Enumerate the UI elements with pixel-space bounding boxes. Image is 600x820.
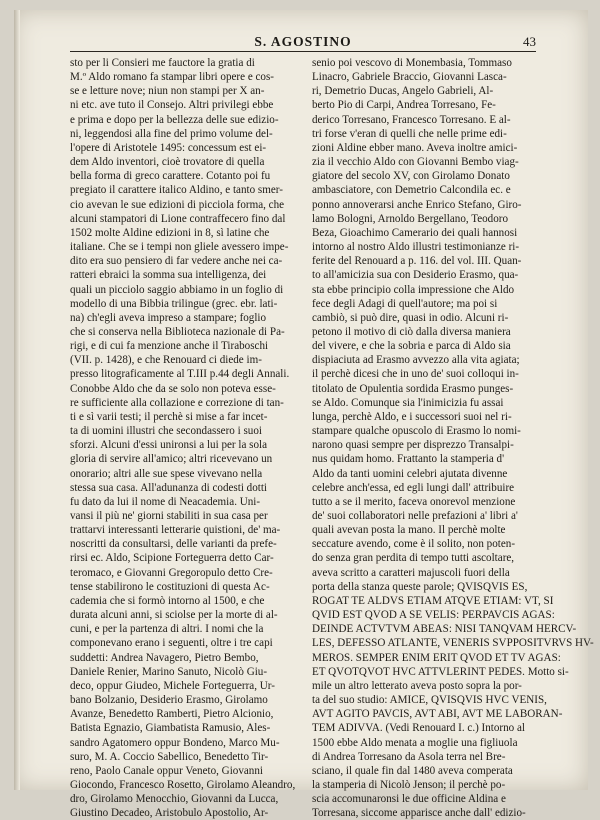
left-column xyxy=(70,56,298,820)
text-line: fece degli Adagi di quell'autore; ma poi si xyxy=(312,297,498,310)
text-line: se Aldo. Comunque sia l'inimicizia fu assai xyxy=(312,396,504,409)
text-line: (VII. p. 1428), e che Renouard ci diede im- xyxy=(70,354,262,367)
text-line: la stamperia di Nicolò Jenson; il perchè po- xyxy=(312,778,506,791)
text-line: na) ch'egli aveva impreso a stampare; foglio xyxy=(70,311,267,324)
text-line: aveva scritto a caratteri majuscoli fuori della xyxy=(312,566,510,579)
page-gutter-shadow xyxy=(14,10,20,790)
text-line: rirsi ec. Aldo, Scipione Forteguerra detto Car- xyxy=(70,552,274,565)
text-line: Linacro, Gabriele Braccio, Giovanni Lasca- xyxy=(312,71,507,84)
text-line: stampare qualche opuscolo di Erasmo lo nomi- xyxy=(312,425,521,438)
text-line: ratteri ebraici la somma sua intelligenza, dei xyxy=(70,269,267,282)
text-line: quali avevan posta la mano. Il perchè molte xyxy=(312,524,506,537)
text-line: Giustino Decadeo, Aristobulo Apostolio, Ar- xyxy=(70,807,269,820)
text-line: intorno al nostro Aldo illustri testimonianze ri- xyxy=(312,241,520,254)
running-title: S. AGOSTINO xyxy=(254,34,352,49)
text-line: ni, leggendosi alla fine del primo volume del- xyxy=(70,127,273,140)
text-line: l'opere di Aristotele 1495: concessum est ei- xyxy=(70,141,267,154)
text-line: sandro Agatomero oppur Bondeno, Marco Mu- xyxy=(70,736,280,749)
text-line: componevano erano i seguenti, oltre i tre capi xyxy=(70,637,273,650)
text-line: trattarvi interessanti letterarie quistioni, de' ma- xyxy=(70,524,281,537)
text-line: re sufficiente alla collazione e correzione di tan- xyxy=(70,396,284,409)
text-line: Beza, Gioachimo Camerario dei quali hannosi xyxy=(312,226,518,239)
text-line: suddetti: Andrea Navagero, Pietro Bembo, xyxy=(70,651,259,664)
header-rule xyxy=(70,51,536,52)
text-line: Aldo da tanti uomini celebri ajutata divenne xyxy=(312,467,508,480)
text-line: dito era suo pensiero di far vedere anche nei ca- xyxy=(70,255,283,268)
text-line: lunga, perchè Aldo, e i successori suoi nel ri- xyxy=(312,410,512,423)
text-line: de' suoi collaboratori nelle prefazioni a' libri a' xyxy=(312,510,518,522)
text-line: fu dato da lui il nome di Neacademia. Uni- xyxy=(70,495,261,508)
text-line: dem Aldo inventori, cioè trovatore di quella xyxy=(70,156,265,169)
text-line: quali un picciolo saggio abbiamo in un foglio di xyxy=(70,283,284,296)
text-line: Torresana, siccome apparisce anche dall' edizio- xyxy=(312,807,526,820)
text-line: rigi, e di cui fa menzione anche il Tiraboschi xyxy=(70,340,269,353)
text-line: 1500 ebbe Aldo menata a moglie una figliuola xyxy=(312,736,518,749)
text-line: ambasciatore, con Demetrio Calcondila ec. e xyxy=(312,184,511,197)
text-line: Daniele Renier, Marino Sanuto, Nicolò Giu- xyxy=(70,665,268,678)
text-line: to all'amicizia sua con Desiderio Erasmo, qua- xyxy=(312,269,519,282)
text-line: sciano, il quale fin dal 1480 aveva comperata xyxy=(312,764,513,777)
text-line: scia accomunaronsi le due officine Aldina e xyxy=(312,793,506,806)
text-line: seccature avendo, come è il solito, non poten- xyxy=(312,538,516,551)
text-line: narono quasi sempre per disprezzo Transalpi- xyxy=(312,439,514,452)
text-line: M.º Aldo romano fa stampar libri opere e cos- xyxy=(70,71,274,84)
text-line: tri forse v'eran di quelli che nelle prime edi- xyxy=(312,127,507,140)
text-line: lamo Bologni, Arnoldo Bergellano, Teodoro xyxy=(312,212,509,225)
text-line: suro, M. A. Coccio Sabellico, Benedetto Tir- xyxy=(70,750,269,763)
text-line: durata alcuni anni, si sciolse per la morte di al- xyxy=(70,609,278,622)
text-line: ferite del Renouard a p. 116. del vol. III. Quan- xyxy=(312,255,522,268)
text-line: porta della stanza queste parole; QVISQVIS ES, xyxy=(312,580,528,593)
text-line: alcuni stampatori di Lione contraffecero fino dal xyxy=(70,212,286,225)
text-line: deco, oppur Giudeo, Michele Forteguerra, Ur- xyxy=(70,679,275,692)
text-line: titolato de Opulentia sordida Erasmo punges- xyxy=(312,382,514,395)
text-line: presso litograficamente al T.III p.44 degli Annali. xyxy=(70,368,290,381)
text-line: AVT AGITO PAVCIS, AVT ABI, AVT ME LABORAN- xyxy=(312,708,563,721)
text-line: cio avevan le sue edizioni di picciola forma, che xyxy=(70,198,285,211)
text-line: modello di una Bibbia trilingue (grec. ebr. lati- xyxy=(70,297,278,310)
text-line: dro, Girolamo Menocchio, Giovanni da Lucca, xyxy=(70,793,279,806)
text-line: ponno annoverarsi anche Enrico Stefano, Giro- xyxy=(312,198,522,211)
text-line: stessa sua casa. All'adunanza di codesti dotti xyxy=(70,481,268,494)
text-line: che si conserva nella Biblioteca nazionale di Pa- xyxy=(70,325,285,338)
text-line: giatore del secolo XV, con Girolamo Donato xyxy=(312,170,510,183)
running-header xyxy=(70,34,536,52)
book-page xyxy=(14,10,594,820)
text-line: ROGAT TE ALDVS ETIAM ATQVE ETIAM: VT, SI xyxy=(312,594,554,607)
text-line: italiane. Che se i tempi non gliele avessero impe- xyxy=(70,241,289,254)
text-line: senio poi vescovo di Monembasia, Tommaso xyxy=(312,57,512,69)
text-line: se e letture nove; niun non stampi per X an- xyxy=(70,85,265,98)
text-line: cademia che si formò intorno al 1500, e che xyxy=(70,594,265,607)
text-line: Avanze, Benedetto Ramberti, Pietro Alcionio, xyxy=(70,708,274,721)
text-line: 1502 molte Aldine edizioni in 8, sì latine che xyxy=(70,226,270,239)
text-line: teromaco, e Giovanni Gregoropulo detto Cre- xyxy=(70,566,273,579)
text-line: ET QVOTQVOT HVC ATTVLERINT PEDES. Motto si- xyxy=(312,665,569,678)
text-line: LES, DEFESSO ATLANTE, VENERIS SVPPOSITVRVS HV- xyxy=(312,637,594,650)
text-line: del vivere, e che la sobria e parca di Aldo sia xyxy=(312,340,511,353)
text-line: TEM ADIVVA. (Vedi Renouard I. c.) Intorno al xyxy=(312,722,525,735)
text-line: celebre anch'essa, ed egli lungi dall' attribuire xyxy=(312,481,515,494)
text-line: sta ebbe principio colla impressione che Aldo xyxy=(312,283,515,296)
text-line: derico Torresano, Francesco Torresano. E al- xyxy=(312,113,511,126)
text-line: ri, Demetrio Ducas, Angelo Gabrieli, Al- xyxy=(312,85,494,98)
text-line: sforzi. Alcuni d'essi unironsi a lui per la sola xyxy=(70,439,268,452)
text-line: onorario; altri alle sue spese vivevano nella xyxy=(70,467,263,480)
text-line: QVID EST QVOD A SE VELIS: PERPAVCIS AGAS: xyxy=(312,609,555,622)
text-line: ti e sì varii testi; il perchè si mise a far incet- xyxy=(70,410,268,423)
text-line: Batista Egnazio, Giambatista Ramusio, Ales- xyxy=(70,722,271,735)
right-column xyxy=(312,56,594,820)
text-line: e prima e dopo per la bellezza delle sue edizio- xyxy=(70,113,279,126)
text-line: vansi il più ne' giorni stabiliti in sua casa per xyxy=(70,510,268,522)
text-line: MEROS. SEMPER ENIM ERIT QVOD ET TV AGAS: xyxy=(312,651,561,664)
text-line: Conobbe Aldo che da se solo non poteva esse- xyxy=(70,382,276,395)
text-line: noscritti da consultarsi, delle varianti da prefe- xyxy=(70,538,277,551)
text-line: cambiò, si può dire, quasi in odio. Alcuni ri- xyxy=(312,311,509,324)
text-line: nus quidam homo. Frattanto la stamperia d' xyxy=(312,453,505,466)
text-line: reno, Paolo Canale oppur Veneto, Giovanni xyxy=(70,764,263,777)
text-line: il perchè dicesi che in uno de' suoi colloqui in- xyxy=(312,368,519,381)
text-line: tense stabilirono le costituzioni di questa Ac- xyxy=(70,580,270,593)
text-line: ta di uomini illustri che secondassero i suoi xyxy=(70,425,262,438)
text-line: sto per li Consieri me fauctore la gratia di xyxy=(70,57,255,69)
text-line: ta del suo studio: AMICE, QVISQVIS HVC VENIS, xyxy=(312,694,547,707)
text-line: gloria di servire all'amico; altri ricevevano un xyxy=(70,453,273,466)
text-line: zioni Aldine ebber mano. Aveva inoltre amici- xyxy=(312,141,518,154)
text-line: ni etc. ave tuto il Consejo. Altri privilegi ebbe xyxy=(70,99,274,112)
text-line: mile un altro letterato aveva posto sopra la por- xyxy=(312,679,522,692)
text-line: dispiaciuta ad Erasmo avvezzo alla vita agiata; xyxy=(312,354,520,367)
text-line: berto Pio di Carpi, Andrea Torresano, Fe- xyxy=(312,99,496,112)
text-line: di Andrea Torresano da Asola terra nel Bre- xyxy=(312,750,506,763)
text-line: bella forma di greco carattere. Cotanto poi fu xyxy=(70,170,271,183)
text-line: cuni, e per la partenza di altri. I nomi che la xyxy=(70,623,264,636)
text-line: DEINDE ACTVTVM ABEAS: NISI TANQVAM HERCV- xyxy=(312,623,577,636)
text-line: petono il motivo di ciò dalla diversa maniera xyxy=(312,325,511,338)
text-line: pregiato il carattere italico Aldino, e tanto smer- xyxy=(70,184,283,197)
text-line: Giocondo, Francesco Rosetto, Girolamo Aleandro, xyxy=(70,778,296,791)
text-line: zia il vecchio Aldo con Giovanni Bembo viag- xyxy=(312,156,519,169)
text-line: bano Bolzanio, Desiderio Erasmo, Girolamo xyxy=(70,694,268,707)
page-number: 43 xyxy=(523,34,536,49)
text-line: do senza gran perdita di tempo tutti ascoltare, xyxy=(312,552,515,565)
text-line: tutto a se il merito, faceva onorevol menzione xyxy=(312,495,516,508)
